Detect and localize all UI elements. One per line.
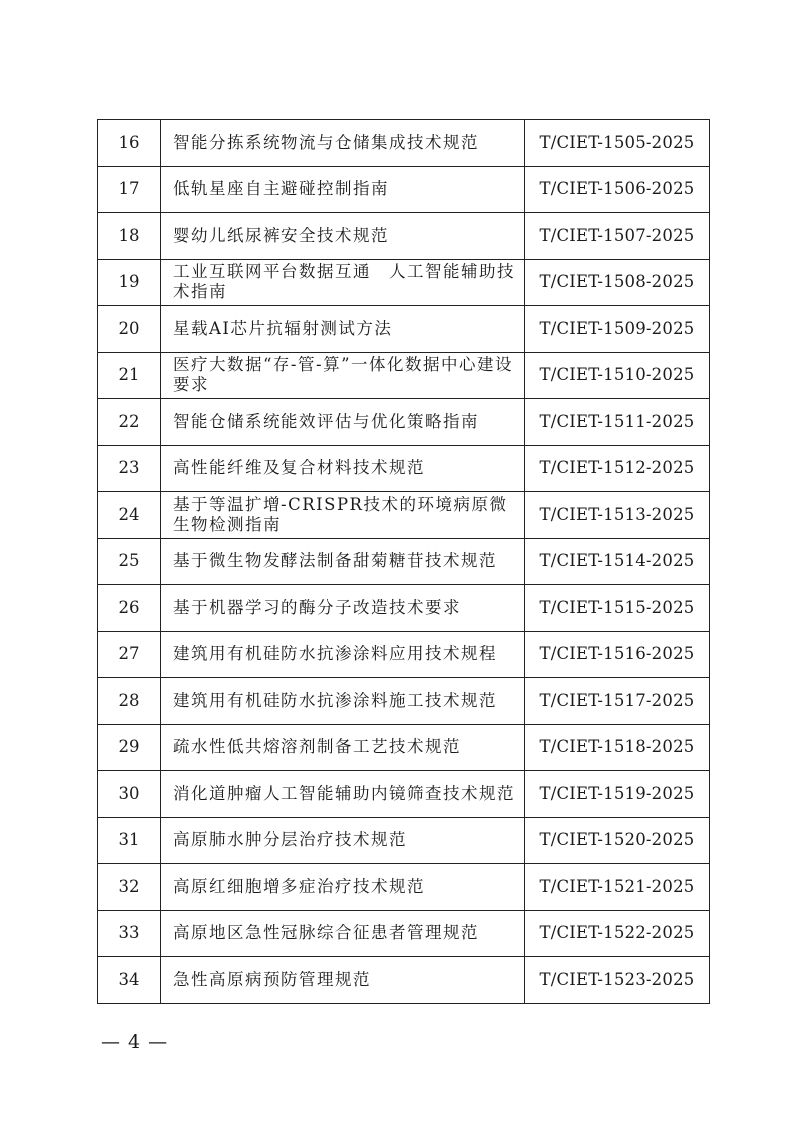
standard-title: 高原红细胞增多症治疗技术规范 bbox=[161, 864, 525, 911]
standards-table-body bbox=[98, 120, 710, 1004]
standard-title: 婴幼儿纸尿裤安全技术规范 bbox=[161, 213, 525, 260]
table-row bbox=[98, 585, 710, 632]
standard-title: 星载AI芯片抗辐射测试方法 bbox=[161, 306, 525, 353]
row-number: 19 bbox=[98, 259, 161, 306]
row-number: 24 bbox=[98, 492, 161, 539]
standard-title: 疏水性低共熔溶剂制备工艺技术规范 bbox=[161, 724, 525, 771]
row-number: 30 bbox=[98, 771, 161, 818]
table-row bbox=[98, 492, 710, 539]
table-row bbox=[98, 910, 710, 957]
standard-code: T/CIET-1507-2025 bbox=[525, 213, 710, 260]
standard-title: 建筑用有机硅防水抗渗涂料应用技术规程 bbox=[161, 631, 525, 678]
standards-table bbox=[97, 119, 710, 1004]
row-number: 26 bbox=[98, 585, 161, 632]
standard-code: T/CIET-1518-2025 bbox=[525, 724, 710, 771]
standard-title: 智能仓储系统能效评估与优化策略指南 bbox=[161, 399, 525, 446]
standard-title: 医疗大数据“存-管-算”一体化数据中心建设要求 bbox=[161, 352, 525, 399]
row-number: 16 bbox=[98, 120, 161, 167]
row-number: 29 bbox=[98, 724, 161, 771]
row-number: 33 bbox=[98, 910, 161, 957]
row-number: 34 bbox=[98, 957, 161, 1004]
standard-title: 高原地区急性冠脉综合征患者管理规范 bbox=[161, 910, 525, 957]
table-row bbox=[98, 259, 710, 306]
row-number: 23 bbox=[98, 445, 161, 492]
standard-title: 高性能纤维及复合材料技术规范 bbox=[161, 445, 525, 492]
row-number: 22 bbox=[98, 399, 161, 446]
table-row bbox=[98, 678, 710, 725]
standard-code: T/CIET-1511-2025 bbox=[525, 399, 710, 446]
page-number: — 4 — bbox=[101, 1031, 169, 1053]
standard-title: 智能分拣系统物流与仓储集成技术规范 bbox=[161, 120, 525, 167]
standard-code: T/CIET-1510-2025 bbox=[525, 352, 710, 399]
standard-code: T/CIET-1509-2025 bbox=[525, 306, 710, 353]
standard-code: T/CIET-1515-2025 bbox=[525, 585, 710, 632]
standard-title: 低轨星座自主避碰控制指南 bbox=[161, 166, 525, 213]
standard-code: T/CIET-1522-2025 bbox=[525, 910, 710, 957]
table-row bbox=[98, 445, 710, 492]
row-number: 21 bbox=[98, 352, 161, 399]
table-row bbox=[98, 306, 710, 353]
standard-code: T/CIET-1520-2025 bbox=[525, 817, 710, 864]
standard-code: T/CIET-1519-2025 bbox=[525, 771, 710, 818]
standard-title: 基于机器学习的酶分子改造技术要求 bbox=[161, 585, 525, 632]
table-row bbox=[98, 817, 710, 864]
table-row bbox=[98, 538, 710, 585]
standard-code: T/CIET-1517-2025 bbox=[525, 678, 710, 725]
table-row bbox=[98, 166, 710, 213]
standard-code: T/CIET-1521-2025 bbox=[525, 864, 710, 911]
standard-title: 高原肺水肿分层治疗技术规范 bbox=[161, 817, 525, 864]
standard-code: T/CIET-1516-2025 bbox=[525, 631, 710, 678]
table-row bbox=[98, 399, 710, 446]
table-row bbox=[98, 120, 710, 167]
table-row bbox=[98, 631, 710, 678]
table-row bbox=[98, 864, 710, 911]
table-row bbox=[98, 213, 710, 260]
standard-title: 基于微生物发酵法制备甜菊糖苷技术规范 bbox=[161, 538, 525, 585]
standard-title: 基于等温扩增-CRISPR技术的环境病原微生物检测指南 bbox=[161, 492, 525, 539]
standard-title: 急性高原病预防管理规范 bbox=[161, 957, 525, 1004]
standard-code: T/CIET-1513-2025 bbox=[525, 492, 710, 539]
standard-title: 建筑用有机硅防水抗渗涂料施工技术规范 bbox=[161, 678, 525, 725]
standard-code: T/CIET-1514-2025 bbox=[525, 538, 710, 585]
row-number: 31 bbox=[98, 817, 161, 864]
standard-code: T/CIET-1506-2025 bbox=[525, 166, 710, 213]
table-row bbox=[98, 724, 710, 771]
table-row bbox=[98, 957, 710, 1004]
standard-title: 消化道肿瘤人工智能辅助内镜筛查技术规范 bbox=[161, 771, 525, 818]
standard-title: 工业互联网平台数据互通 人工智能辅助技术指南 bbox=[161, 259, 525, 306]
standard-code: T/CIET-1512-2025 bbox=[525, 445, 710, 492]
row-number: 32 bbox=[98, 864, 161, 911]
row-number: 28 bbox=[98, 678, 161, 725]
row-number: 20 bbox=[98, 306, 161, 353]
standard-code: T/CIET-1505-2025 bbox=[525, 120, 710, 167]
row-number: 17 bbox=[98, 166, 161, 213]
standard-code: T/CIET-1523-2025 bbox=[525, 957, 710, 1004]
table-row bbox=[98, 771, 710, 818]
row-number: 25 bbox=[98, 538, 161, 585]
standard-code: T/CIET-1508-2025 bbox=[525, 259, 710, 306]
row-number: 27 bbox=[98, 631, 161, 678]
row-number: 18 bbox=[98, 213, 161, 260]
table-row bbox=[98, 352, 710, 399]
